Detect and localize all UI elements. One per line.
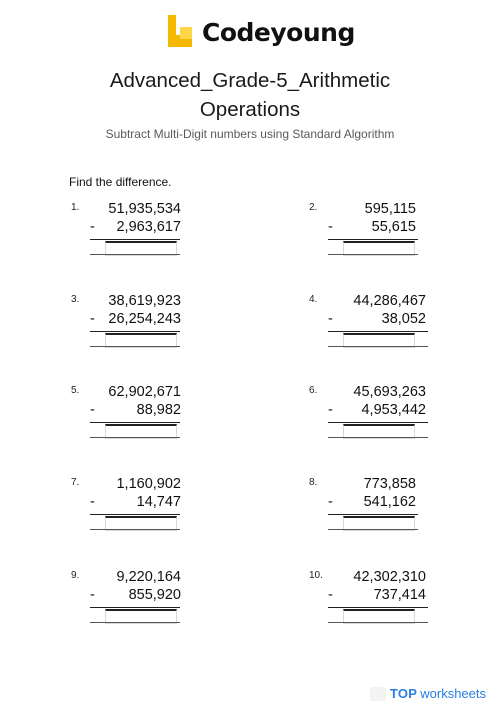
- problem-number: 2.: [309, 202, 318, 213]
- subtrahend: 38,052: [381, 311, 426, 327]
- subtrahend: 55,615: [371, 219, 416, 235]
- worksheet-subtitle: Subtract Multi-Digit numbers using Standard Algorithm: [105, 127, 395, 141]
- minus-sign: -: [328, 219, 333, 235]
- sum-line: [328, 422, 428, 423]
- problem-3: [71, 293, 241, 355]
- title-line-1: Advanced_Grade-5_Arithmetic: [109, 69, 391, 92]
- problem-number: 1.: [71, 202, 80, 213]
- minuend: 45,693,263: [353, 384, 426, 400]
- problem-10: [309, 569, 479, 631]
- problem-number: 5.: [71, 385, 80, 396]
- answer-underline: [90, 437, 180, 438]
- minus-sign: -: [90, 587, 95, 603]
- problem-8: [309, 476, 479, 538]
- problem-number: 9.: [71, 570, 80, 581]
- subtrahend: 2,963,617: [116, 219, 181, 235]
- problem-number: 7.: [71, 477, 80, 488]
- problem-number: 6.: [309, 385, 318, 396]
- brand-header: [166, 12, 355, 52]
- minuend: 51,935,534: [108, 201, 181, 217]
- problem-number: 8.: [309, 477, 318, 488]
- problem-number: 3.: [71, 294, 80, 305]
- minuend: 42,302,310: [353, 569, 426, 585]
- subtrahend: 14,747: [136, 494, 181, 510]
- sum-line: [90, 422, 180, 423]
- answer-underline: [90, 346, 180, 347]
- problem-9: [71, 569, 241, 631]
- subtrahend: 737,414: [373, 587, 426, 603]
- answer-underline: [328, 254, 418, 255]
- answer-underline: [328, 437, 428, 438]
- minus-sign: -: [90, 402, 95, 418]
- sum-line: [328, 239, 418, 240]
- minuend: 62,902,671: [108, 384, 181, 400]
- answer-underline: [90, 622, 180, 623]
- problem-4: [309, 293, 479, 355]
- sum-line: [328, 331, 428, 332]
- sum-line: [90, 514, 180, 515]
- footer-top-text: TOP: [389, 686, 418, 701]
- title-line-2: Operations: [199, 98, 301, 121]
- minus-sign: -: [328, 311, 333, 327]
- subtrahend: 4,953,442: [361, 402, 426, 418]
- problem-5: [71, 384, 241, 446]
- answer-underline: [90, 254, 180, 255]
- subtrahend: 541,162: [363, 494, 416, 510]
- minus-sign: -: [328, 587, 333, 603]
- subtrahend: 26,254,243: [108, 311, 181, 327]
- answer-underline: [328, 622, 428, 623]
- topworksheets-footer[interactable]: [370, 686, 486, 701]
- minus-sign: -: [90, 219, 95, 235]
- footer-worksheets-text: worksheets: [420, 686, 486, 701]
- answer-underline: [328, 529, 418, 530]
- problem-1: [71, 201, 241, 263]
- subtrahend: 855,920: [128, 587, 181, 603]
- answer-underline: [90, 529, 180, 530]
- minuend: 38,619,923: [108, 293, 181, 309]
- minuend: 773,858: [363, 476, 416, 492]
- subtrahend: 88,982: [136, 402, 181, 418]
- answer-underline: [328, 346, 428, 347]
- minus-sign: -: [90, 311, 95, 327]
- sum-line: [328, 514, 418, 515]
- minuend: 9,220,164: [116, 569, 181, 585]
- sum-line: [90, 607, 180, 608]
- sum-line: [90, 331, 180, 332]
- problem-7: [71, 476, 241, 538]
- minus-sign: -: [90, 494, 95, 510]
- sum-line: [90, 239, 180, 240]
- instruction-text: Find the difference.: [69, 175, 172, 189]
- worksheet-title: [40, 66, 460, 124]
- minuend: 1,160,902: [116, 476, 181, 492]
- codeyoung-logo-icon: [166, 13, 196, 51]
- minus-sign: -: [328, 494, 333, 510]
- problem-number: 10.: [309, 570, 323, 581]
- minuend: 44,286,467: [353, 293, 426, 309]
- topworksheets-logo-icon: [370, 687, 386, 701]
- sum-line: [328, 607, 428, 608]
- minus-sign: -: [328, 402, 333, 418]
- problem-2: [309, 201, 479, 263]
- problem-6: [309, 384, 479, 446]
- minuend: 595,115: [364, 201, 416, 217]
- brand-name: Codeyoung: [202, 17, 355, 47]
- problem-number: 4.: [309, 294, 318, 305]
